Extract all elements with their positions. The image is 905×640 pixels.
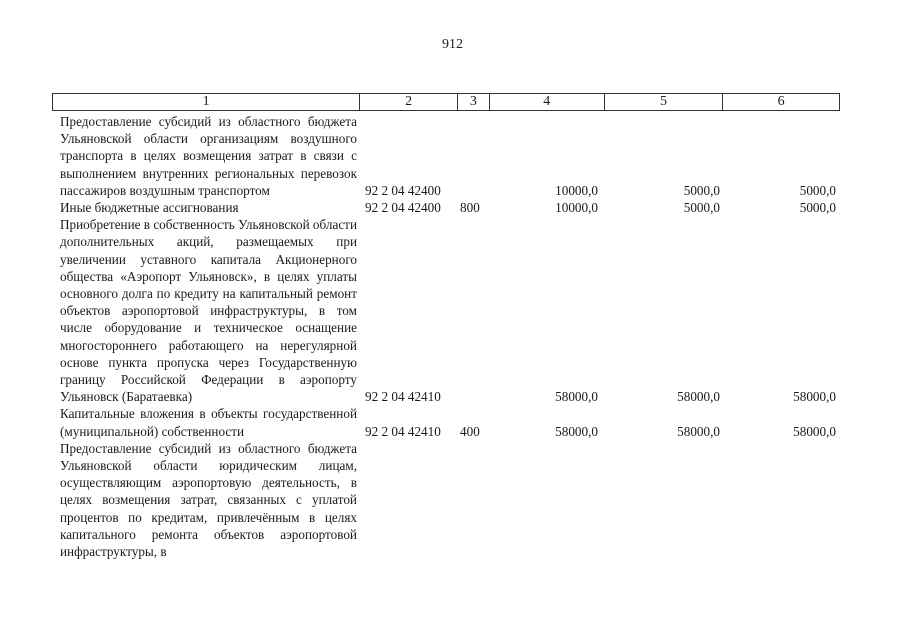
header-col-1: 1: [53, 94, 360, 110]
header-col-2: 2: [360, 94, 458, 110]
row-value-6: 58000,0: [793, 423, 836, 439]
row-value-6: 58000,0: [793, 389, 836, 405]
row-value-6: 5000,0: [799, 200, 836, 216]
header-col-6: 6: [777, 94, 785, 109]
row-name: Капитальные вложения в объекты государственной (муниципальной) собственности: [60, 406, 357, 439]
table-row: [60, 440, 850, 560]
row-code: 92 2 04 42400: [365, 182, 441, 198]
table-header: [52, 93, 840, 111]
header-col-3: 3: [458, 94, 490, 110]
row-name: Предоставление субсидий из областного бюджета Ульяновской области организациям воздушного транспорта в целях возмещения затрат в связи с выполнением внутренних региональных перевозок пассажиров воздушным транспортом: [60, 114, 357, 198]
row-value-4: 58000,0: [555, 389, 598, 405]
row-value-5: 58000,0: [677, 389, 720, 405]
table-row: [60, 405, 850, 439]
row-code: 92 2 04 42410: [365, 389, 441, 405]
table-row: [60, 216, 850, 405]
row-name: Приобретение в собственность Ульяновской области дополнительных акций, размещаемых при увеличении уставного капитала Акционерного общества «Аэропорт Ульяновск», в целях уплаты основного долга по кредиту на капитальный ремонт объектов аэропортовой инфраструктуры, в том числе оборудование и техническое оснащение многостороннего работающего на нерегулярной основе пункта пропуска через Государственную границу Российской Федерации в аэропорту Ульяновск (Баратаевка): [60, 217, 357, 405]
row-value-5: 58000,0: [677, 423, 720, 439]
row-value-5: 5000,0: [683, 182, 720, 198]
row-value-5: 5000,0: [683, 200, 720, 216]
row-code: 92 2 04 42410: [365, 423, 441, 439]
row-name: Предоставление субсидий из областного бюджета Ульяновской области юридическим лицам, осуществляющим аэропортовую деятельность, в целях возмещения затрат, связанных с уплатой процентов по кредитам, привлечённым в целях капитального ремонта объектов аэропортовой инфраструктуры, в: [60, 440, 357, 560]
row-value-4: 10000,0: [555, 200, 598, 216]
table-row: [60, 113, 850, 199]
row-vr: 400: [460, 423, 480, 439]
row-vr: 800: [460, 200, 480, 216]
row-value-4: 58000,0: [555, 423, 598, 439]
row-value-6: 5000,0: [799, 182, 836, 198]
row-value-4: 10000,0: [555, 182, 598, 198]
row-name: Иные бюджетные ассигнования: [60, 200, 239, 216]
row-code: 92 2 04 42400: [365, 200, 441, 216]
header-col-5: 5: [605, 94, 724, 110]
table-row: [60, 199, 850, 216]
header-col-4: 4: [490, 94, 605, 110]
table-body: [60, 113, 850, 560]
page-number: 912: [442, 37, 463, 52]
